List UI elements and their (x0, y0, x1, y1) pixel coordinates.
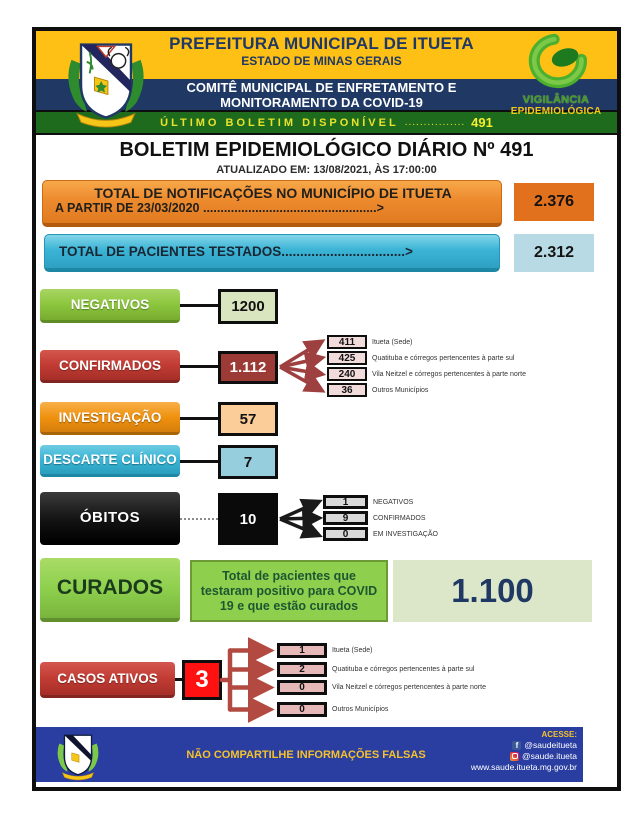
breakdown-label: Itueta (Sede) (372, 338, 413, 346)
casos-ativos-value: 3 (182, 660, 222, 700)
total-notifications-bar (42, 180, 502, 227)
instagram-handle[interactable] (510, 751, 577, 761)
curados-value: 1.100 (393, 560, 592, 622)
casos-breakdown-row (277, 680, 486, 695)
itueta-coat-of-arms-icon (52, 729, 104, 781)
obitos-button (40, 492, 180, 545)
last-bulletin-number: 491 (471, 115, 493, 130)
descarte-clinico-button (40, 445, 180, 477)
facebook-text: @saudeitueta (524, 740, 577, 750)
negativos-label: NEGATIVOS (70, 297, 150, 312)
breakdown-label: Quatituba e córregos pertencentes à parte sul (332, 666, 475, 673)
investigacao-button (40, 402, 180, 435)
breakdown-value: 9 (323, 511, 368, 525)
negativos-button (40, 289, 180, 323)
confirmados-label: CONFIRMADOS (59, 357, 161, 373)
total-tested-value: 2.312 (514, 234, 594, 272)
instagram-text: @saude.itueta (522, 751, 577, 761)
footer-warning: NÃO COMPARTILHE INFORMAÇÕES FALSAS (186, 748, 426, 761)
facebook-icon: f (512, 741, 521, 750)
bulletin-updated: ATUALIZADO EM: 13/08/2021, ÀS 17:00:00 (216, 164, 437, 176)
committee-line2: MONITORAMENTO DA COVID-19 (220, 94, 423, 110)
descarte-clinico-label: DESCARTE CLÍNICO (43, 452, 177, 467)
swoosh-icon (506, 32, 606, 92)
instagram-icon (510, 752, 519, 761)
footer-band (36, 727, 583, 782)
breakdown-label: Outros Municípios (372, 386, 429, 394)
vigilancia-epidemiologica-logo (499, 32, 613, 132)
notifications-label-line1: TOTAL DE NOTIFICAÇÕES NO MUNICÍPIO DE ITUETA (94, 185, 452, 201)
breakdown-value: 2 (277, 662, 327, 677)
last-bulletin-label: ÚLTIMO BOLETIM DISPONÍVEL (160, 116, 399, 129)
investigacao-label: INVESTIGAÇÃO (58, 409, 162, 425)
casos-breakdown-row (277, 702, 388, 717)
descarte-clinico-value: 7 (218, 445, 278, 479)
confirmados-breakdown-row (327, 351, 514, 365)
access-label: ACESSE: (541, 730, 577, 739)
bulletin-title: BOLETIM EPIDEMIOLÓGICO DIÁRIO Nº 491 (119, 139, 534, 161)
investigacao-value: 57 (218, 402, 278, 436)
obitos-label: ÓBITOS (79, 508, 141, 526)
obitos-value: 10 (218, 493, 278, 545)
breakdown-value: 240 (327, 367, 367, 381)
breakdown-label: Vila Neitzel e córregos pertencentes à parte norte (372, 370, 526, 378)
curados-description: Total de pacientes que testaram positivo para COVID 19 e que estão curados (190, 560, 388, 622)
casos-ativos-button (40, 662, 175, 698)
confirmados-button (40, 350, 180, 383)
obitos-breakdown-row (323, 511, 426, 525)
breakdown-value: 0 (277, 702, 327, 717)
breakdown-value: 411 (327, 335, 367, 349)
obitos-breakdown-row (323, 527, 438, 541)
confirmados-breakdown-row (327, 367, 526, 381)
confirmados-breakdown-row (327, 335, 412, 349)
confirmados-arrows (279, 329, 327, 401)
itueta-coat-of-arms-icon (58, 33, 154, 129)
committee-line1: COMITÊ MUNICIPAL DE ENFRETAMENTO E (186, 80, 457, 95)
curados-button (40, 558, 180, 622)
facebook-handle[interactable] (512, 740, 577, 750)
logo-right-line1: VIGILÂNCIA (522, 94, 590, 106)
breakdown-label: Outros Municípios (332, 706, 389, 713)
obitos-connector (180, 518, 218, 520)
investigacao-connector (180, 417, 218, 420)
curados-label: CURADOS (56, 576, 164, 599)
header-titles (146, 34, 497, 68)
breakdown-label: Vila Neitzel e córregos pertencentes à parte norte (332, 684, 486, 691)
breakdown-label: EM INVESTIGAÇÃO (373, 530, 438, 538)
breakdown-label: NEGATIVOS (373, 498, 414, 506)
total-tested-bar (44, 234, 500, 272)
casos-ativos-arrows (220, 641, 278, 721)
notifications-label-line2: A PARTIR DE 23/03/2020 ..................................................> (55, 201, 384, 215)
breakdown-value: 0 (277, 680, 327, 695)
confirmados-breakdown-row (327, 383, 428, 397)
negativos-value: 1200 (218, 289, 278, 324)
breakdown-label: CONFIRMADOS (373, 514, 426, 522)
total-notifications-value: 2.376 (514, 183, 594, 221)
breakdown-label: Itueta (Sede) (332, 647, 373, 654)
casos-connector (175, 678, 182, 681)
obitos-breakdown-row (323, 495, 413, 509)
breakdown-value: 1 (277, 643, 327, 658)
logo-right-line2: EPIDEMIOLÓGICA (510, 106, 602, 117)
footer-social-block (471, 730, 577, 772)
negativos-connector (180, 304, 218, 307)
bulletin-frame (32, 27, 621, 791)
casos-ativos-label: CASOS ATIVOS (57, 671, 158, 686)
breakdown-label: Quatituba e córregos pertencentes à parte sul (372, 354, 515, 362)
confirmados-connector (180, 365, 218, 368)
casos-breakdown-row (277, 643, 372, 658)
obitos-arrows (280, 489, 324, 549)
last-bulletin-dots: ................ (404, 117, 466, 128)
state-subtitle: ESTADO DE MINAS GERAIS (241, 54, 402, 68)
confirmados-value: 1.112 (218, 351, 278, 384)
breakdown-value: 1 (323, 495, 368, 509)
breakdown-value: 36 (327, 383, 367, 397)
breakdown-value: 0 (323, 527, 368, 541)
descarte-connector (180, 460, 218, 463)
committee-title (146, 80, 497, 110)
website-link[interactable]: www.saude.itueta.mg.gov.br (470, 762, 577, 772)
tested-label: TOTAL DE PACIENTES TESTADOS.................................> (59, 244, 413, 259)
breakdown-value: 425 (327, 351, 367, 365)
casos-breakdown-row (277, 662, 474, 677)
municipality-title: PREFEITURA MUNICIPAL DE ITUETA (169, 34, 474, 53)
